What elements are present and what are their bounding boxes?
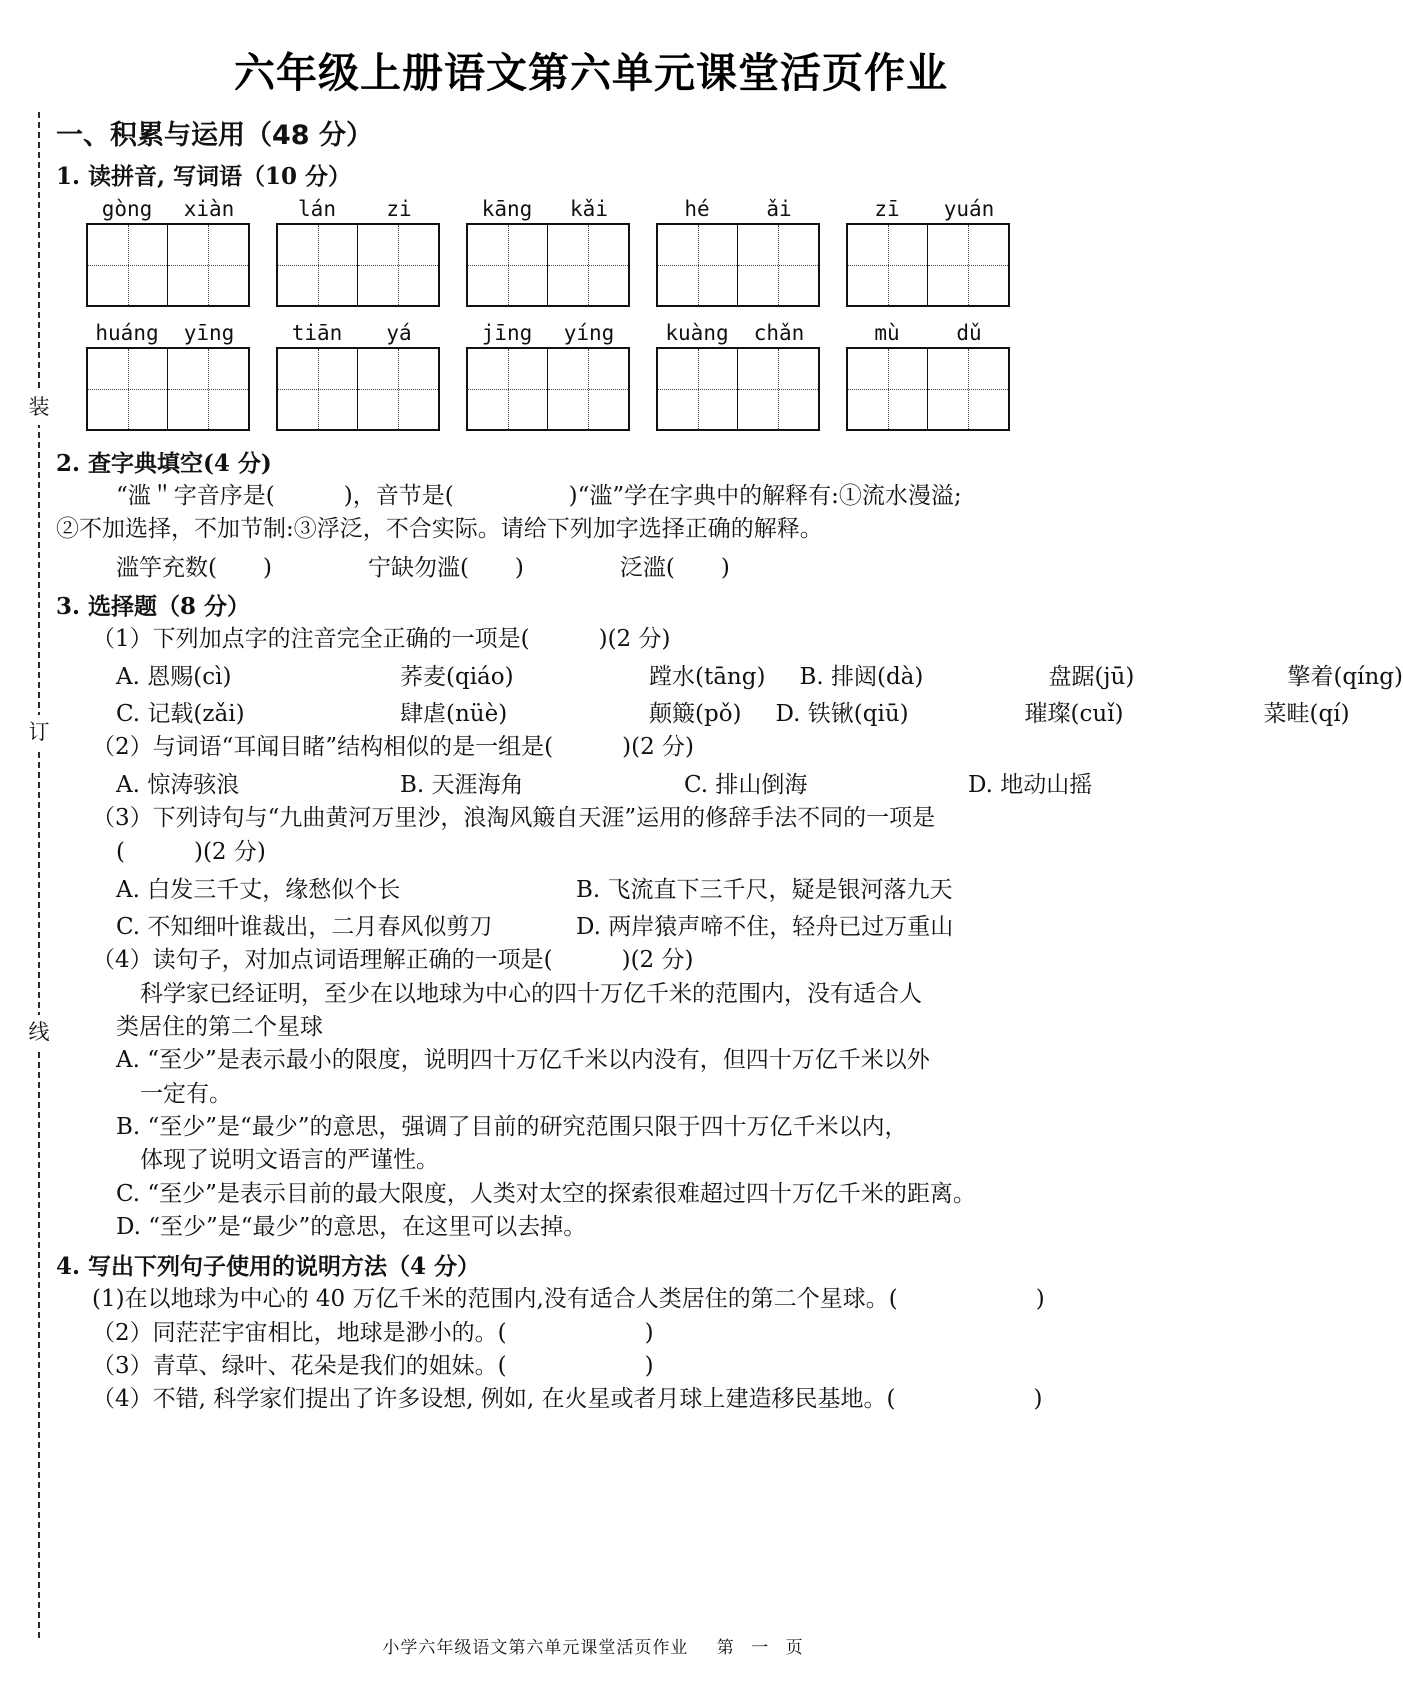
writing-grid-group[interactable] (656, 347, 820, 431)
option-pinyin: (qiū) (853, 701, 909, 728)
pinyin-syllable: mù (874, 321, 900, 345)
option-word: 蹚水 (649, 664, 695, 691)
pinyin-syllable: kuàng (665, 321, 729, 345)
option-a[interactable]: A. 白发三千丈，缘愁似个长 (116, 877, 401, 904)
binding-label-xian: 线 (22, 1015, 56, 1050)
binding-label-zhuang: 装 (22, 390, 56, 425)
writing-cell[interactable] (278, 349, 358, 429)
pinyin-syllable: lán (298, 197, 336, 221)
option-label: A. (116, 664, 140, 691)
writing-cell[interactable] (468, 349, 548, 429)
writing-cell[interactable] (658, 349, 738, 429)
pinyin-syllable: kǎi (570, 197, 608, 221)
pinyin-group (466, 197, 630, 221)
option-pinyin: (cì) (193, 664, 232, 691)
question-1-label: 1. 读拼音, 写词语（10 分） (56, 163, 352, 190)
pinyin-syllable: yá (386, 321, 412, 345)
page-title: 六年级上册语文第六单元课堂活页作业 (234, 49, 948, 97)
question-4-item-4[interactable]: （4）不错, 科学家们提出了许多设想, 例如, 在火星或者月球上建造移民基地。( ) (92, 1386, 1043, 1413)
pinyin-group (86, 321, 250, 345)
pinyin-row-2 (86, 321, 1126, 345)
question-2-label: 2. 查字典填空(4 分) (56, 450, 272, 477)
question-4-item-3[interactable]: （3）青草、绿叶、花朵是我们的姐妹。( ) (92, 1353, 654, 1380)
question-3-label: 3. 选择题（8 分） (56, 592, 251, 620)
writing-grid-group[interactable] (466, 223, 630, 307)
option-pinyin: (zǎi) (193, 701, 245, 728)
option-word: 肆虐 (400, 701, 446, 728)
question-4-label: 4. 写出下列句子使用的说明方法（4 分） (56, 1253, 481, 1281)
option-pinyin: (jū) (1094, 664, 1135, 691)
writing-cell[interactable] (168, 349, 248, 429)
pinyin-grid-block (56, 197, 1126, 431)
writing-cell[interactable] (928, 349, 1008, 429)
writing-cell[interactable] (278, 225, 358, 305)
option-d[interactable]: D. 地动山摇 (968, 772, 1093, 799)
option-c[interactable]: C. “至少”是表示目前的最大限度，人类对太空的探索很难超过四十万亿千米的距离。 (116, 1180, 976, 1207)
option-label: D. (775, 701, 801, 728)
question-3-1-options-row-1 (56, 658, 1403, 691)
writing-grid-group[interactable] (86, 223, 250, 307)
option-word: 菜畦 (1263, 701, 1310, 728)
option-b[interactable]: B. “至少”是“最少”的意思，强调了目前的研究范围只限于四十万亿千米以内， (116, 1113, 908, 1140)
fill-item[interactable]: 滥竽充数( ) (116, 554, 272, 581)
option-c-item-2[interactable] (400, 695, 615, 728)
question-3-4-stem[interactable]: （4）读句子，对加点词语理解正确的一项是( )(2 分) (92, 947, 694, 974)
pinyin-group (846, 197, 1010, 221)
page-number: 第 一 页 (716, 1638, 809, 1658)
option-word: 荞麦 (400, 664, 446, 691)
writing-cell[interactable] (468, 225, 548, 305)
question-3-1-options-row-2 (56, 695, 1350, 728)
pinyin-syllable: hé (684, 197, 710, 221)
option-label: C. (116, 701, 141, 728)
option-a[interactable]: A. “至少”是表示最小的限度，说明四十万亿千米以内没有，但四十万亿千米以外 (116, 1047, 930, 1074)
page-footer (0, 1633, 1191, 1658)
writing-grid-group[interactable] (276, 223, 440, 307)
question-3-3-options-row-1 (56, 871, 1126, 904)
pinyin-syllable: tiān (291, 321, 343, 345)
writing-cell[interactable] (358, 225, 438, 305)
option-word: 璀璨 (1024, 701, 1071, 728)
option-pinyin: (nüè) (446, 701, 508, 728)
writing-cell[interactable] (548, 225, 628, 305)
question-2-line-2: ②不加选择，不加节制:③浮泛，不合实际。请给下列加字选择正确的解释。 (56, 516, 823, 543)
option-b[interactable]: B. 天涯海角 (400, 772, 524, 799)
option-c[interactable]: C. 排山倒海 (684, 772, 808, 799)
question-3-4-passage-line-1: 科学家已经证明，至少在以地球为中心的四十万亿千米的范围内，没有适合人 (140, 980, 922, 1007)
writing-cell[interactable] (928, 225, 1008, 305)
pinyin-syllable: yīng (183, 321, 235, 345)
option-a-item-2[interactable] (400, 658, 615, 691)
option-a-item-3[interactable] (649, 658, 765, 691)
option-c-item-3[interactable] (649, 695, 742, 728)
writing-grid-group[interactable] (86, 347, 250, 431)
option-pinyin: (qí) (1309, 701, 1350, 728)
option-a-continued: 一定有。 (140, 1080, 232, 1107)
pinyin-syllable: chǎn (753, 321, 805, 345)
option-b-continued: 体现了说明文语言的严谨性。 (140, 1147, 439, 1174)
pinyin-syllable: gòng (101, 197, 153, 221)
question-4-item-2[interactable]: （2）同茫茫宇宙相比，地球是渺小的。( ) (92, 1319, 654, 1346)
writing-grid-group[interactable] (466, 347, 630, 431)
option-d-item-2[interactable] (1025, 695, 1230, 728)
pinyin-group (846, 321, 1010, 345)
writing-grid-group[interactable] (276, 347, 440, 431)
pinyin-syllable: xiàn (183, 197, 235, 221)
option-d[interactable]: D. 两岸猿声啼不住，轻舟已过万重山 (576, 914, 954, 941)
option-b[interactable]: B. 飞流直下三千尺，疑是银河落九天 (576, 877, 953, 904)
option-label: B. (799, 664, 824, 691)
question-4-item-1[interactable]: (1)在以地球为中心的 40 万亿千米的范围内,没有适合人类居住的第二个星球。( ) (92, 1286, 1045, 1313)
writing-cell[interactable] (88, 225, 168, 305)
option-a[interactable] (116, 658, 366, 691)
writing-grid-group[interactable] (656, 223, 820, 307)
option-word: 铁锹 (807, 701, 854, 728)
option-d[interactable] (776, 695, 991, 728)
question-3-4-passage-line-2: 类居住的第二个星球 (116, 1013, 323, 1040)
pinyin-syllable: yíng (563, 321, 615, 345)
writing-grid-row-2 (86, 347, 1126, 431)
option-a[interactable]: A. 惊涛骇浪 (116, 772, 240, 799)
pinyin-group (656, 197, 820, 221)
option-word: 颠簸 (649, 701, 695, 728)
writing-cell[interactable] (548, 349, 628, 429)
option-b-item-2[interactable] (1048, 658, 1253, 691)
option-word: 盘踞 (1048, 664, 1095, 691)
footer-title: 小学六年级语文第六单元课堂活页作业 (382, 1638, 689, 1658)
pinyin-syllable: yuán (943, 197, 995, 221)
question-3-3-options-row-2 (56, 908, 1126, 941)
pinyin-syllable: ǎi (766, 197, 792, 221)
pinyin-syllable: jīng (481, 321, 533, 345)
question-2-line-1[interactable]: “滥＂字音序是( )，音节是( )“滥”学在字典中的解释有:①流水漫溢; (116, 483, 962, 509)
option-d[interactable]: D. “至少”是“最少”的意思，在这里可以去掉。 (116, 1214, 587, 1241)
pinyin-row-1 (86, 197, 1126, 221)
binding-label-ding: 订 (22, 715, 56, 750)
pinyin-group (276, 197, 440, 221)
question-3-2-stem[interactable]: （2）与词语“耳闻目睹”结构相似的是一组是( )(2 分) (92, 734, 694, 761)
pinyin-group (86, 197, 250, 221)
option-pinyin: (cuǐ) (1070, 701, 1124, 728)
writing-cell[interactable] (168, 225, 248, 305)
option-pinyin: (pǒ) (695, 701, 742, 728)
option-d-item-3[interactable] (1264, 695, 1350, 728)
pinyin-group (656, 321, 820, 345)
pinyin-syllable: zī (874, 197, 900, 221)
pinyin-group (466, 321, 630, 345)
option-pinyin: (qiáo) (446, 664, 514, 691)
writing-grid-row-1 (86, 223, 1126, 307)
fill-item[interactable]: 泛滥( ) (619, 554, 730, 581)
option-c[interactable]: C. 不知细叶谁裁出，二月春风似剪刀 (116, 914, 493, 941)
question-3-3-stem[interactable]: （3）下列诗句与“九曲黄河万里沙，浪淘风簸自天涯”运用的修辞手法不同的一项是 (92, 805, 936, 832)
fill-item[interactable]: 宁缺勿滥( ) (367, 554, 524, 581)
pinyin-group (276, 321, 440, 345)
option-word: 排闼 (830, 664, 877, 691)
writing-cell[interactable] (738, 225, 818, 305)
pinyin-syllable: dǔ (956, 321, 982, 345)
option-pinyin: (tāng) (695, 664, 766, 691)
option-pinyin: (qíng) (1333, 664, 1403, 691)
writing-cell[interactable] (358, 349, 438, 429)
writing-grid-group[interactable] (846, 223, 1010, 307)
option-pinyin: (dà) (876, 664, 924, 691)
writing-grid-group[interactable] (846, 347, 1010, 431)
option-c[interactable] (116, 695, 366, 728)
question-3-1-stem[interactable]: （1）下列加点字的注音完全正确的一项是( )(2 分) (92, 625, 671, 652)
writing-cell[interactable] (658, 225, 738, 305)
writing-cell[interactable] (738, 349, 818, 429)
writing-cell[interactable] (88, 349, 168, 429)
question-3-3-stem-continued[interactable]: ( )(2 分) (116, 838, 266, 865)
pinyin-syllable: huáng (95, 321, 159, 345)
binding-dashed-line (38, 112, 40, 1638)
option-word: 记载 (147, 701, 194, 728)
writing-cell[interactable] (848, 349, 928, 429)
pinyin-syllable: kāng (481, 197, 533, 221)
option-b-item-3[interactable] (1287, 658, 1403, 691)
option-word: 擎着 (1287, 664, 1334, 691)
question-3-2-options (56, 766, 1126, 799)
option-b[interactable] (799, 658, 1014, 691)
pinyin-syllable: zi (386, 197, 412, 221)
option-word: 恩赐 (147, 664, 194, 691)
worksheet-content (56, 0, 1403, 1418)
question-2-fill-row (56, 549, 1126, 582)
writing-cell[interactable] (848, 225, 928, 305)
section-one-heading: 一、积累与运用（48 分） (56, 120, 373, 151)
